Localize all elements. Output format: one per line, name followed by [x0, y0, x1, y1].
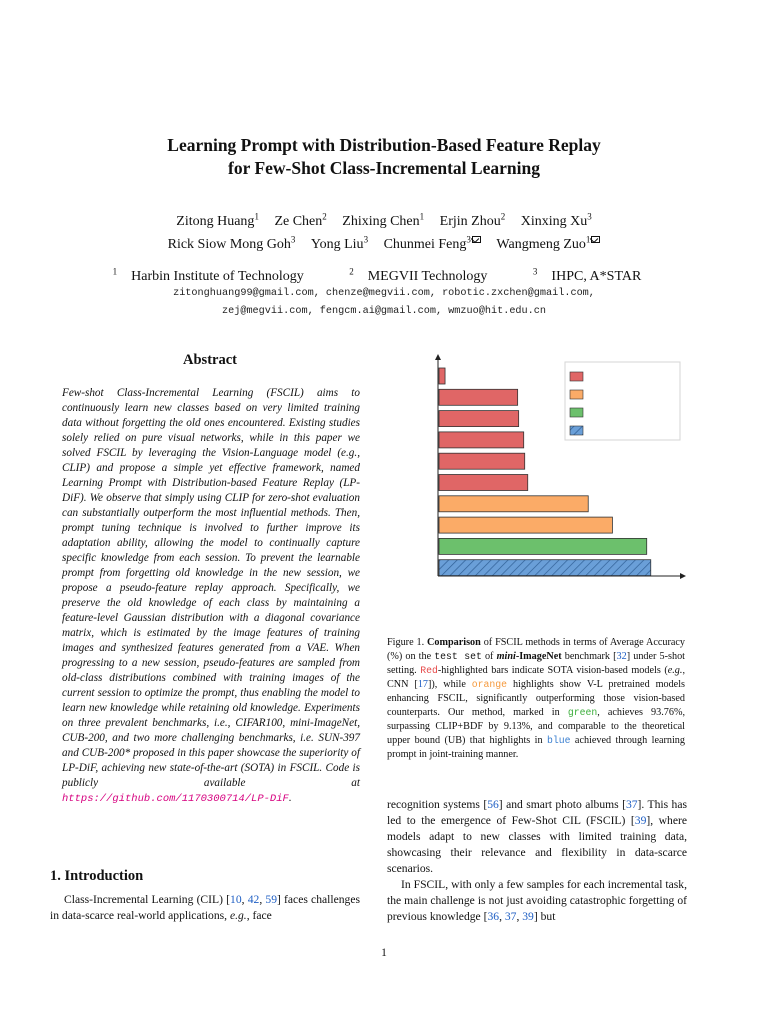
email-line-2: zej@megvii.com, fengcm.ai@gmail.com, wmzuo@hit.edu.cn — [221, 306, 546, 317]
bar-1 — [439, 368, 445, 384]
citation-link[interactable]: 10 — [230, 893, 242, 906]
figure-1-caption: Figure 1. Comparison of FSCIL methods in terms of Average Accuracy (%) on the test set of mini-ImageNet benchmark [32] under 5-shot setting. Red-highlighted bars indicate SOTA vision-based models (e.g., CNN [17]), while orange highlights show V-L pretrained models enhancing FSCIL, significantly outperforming those vision-based counterparts. Our method, marked in green, achieves 93.76%, surpassing CLIP+BDF by 9.13%, and comparable to the theoretical upper bound (UB) that highlights in blue achieved through learning prompt in joint-training manner. — [387, 637, 685, 760]
author: Zitong Huang$^1$ — [176, 211, 259, 229]
body-paragraph: recognition systems [56] and smart photo albums [37]. This has led to the emergence of Few-Shot CIL (FSCIL) [39], where models adapt to new classes with limited training data, showcasing their relevance and flexibility in data-scarce scenarios. — [387, 798, 687, 875]
author: Rick Siow Mong Goh$^3$ — [167, 234, 296, 253]
bar-2 — [439, 389, 518, 405]
affiliation-list — [0, 262, 768, 286]
author: Wangmeng Zuo$^1$ — [496, 237, 600, 252]
right-column-body — [387, 797, 687, 925]
code-link[interactable]: https://github.com/1170300714/LP-DiF — [62, 793, 289, 805]
x-axis-arrow-icon — [680, 573, 686, 579]
title-line-2: for Few-Shot Class-Incremental Learning — [228, 158, 540, 178]
paper-title — [0, 134, 768, 180]
citation-link[interactable]: 56 — [487, 798, 499, 811]
author-list — [0, 207, 768, 254]
bar-4 — [439, 432, 524, 448]
title-line-1: Learning Prompt with Distribution-Based Feature Replay — [167, 135, 601, 155]
bar-3 — [439, 411, 519, 427]
bar-9 — [439, 538, 647, 554]
abstract-text: Few-shot Class-Incremental Learning (FSCIL) aims to continuously learn new classes based on very limited training data without forgetting the old ones encountered. Existing studies solely relied on pure visual networks, while in this paper we solved FSCIL by leveraging the Vision-Language model (e.g., CLIP) and propose a simple yet effective framework, named Learning Prompt with Distribution-based Feature Replay (LP-DiF). We observe that simply using CLIP for zero-shot evaluation can substantially outperform the most influential methods. Then, prompt tuning technique is involved to further improve its adaptation ability, allowing the model to continually capture specific knowledge from each session. To prevent the learnable prompt from forgetting old knowledge in the new session, we propose a pseudo-feature replay approach. Specifically, we preserve the old knowledge of each class by maintaining a feature-level Gaussian distribution with a diagonal covariance matrix, which is estimated by the image features of training images and synthesized features generated from a VAE. When progressing to a new session, pseudo-features are sampled from old-class distributions combined with training images of the current session to optimize the prompt, thus enabling the model to learn new knowledge while retaining old knowledge. Experiments on three prevalent benchmarks, i.e., CIFAR100, mini-ImageNet, CUB-200, and two more challenging benchmarks, i.e. SUN-397 and CUB-200* proposed in this paper showcase the superiority of LP-DiF, achieving new state-of-the-art (SOTA) in FSCIL. Code is publicly available at — [62, 387, 360, 789]
body-paragraph: In FSCIL, with only a few samples for each incremental task, the main challenge is not just avoiding catastrophic forgetting of previous knowledge [36, 37, 39] but — [387, 878, 687, 923]
citation-link[interactable]: 42 — [247, 893, 260, 906]
author: Yong Liu$^3$ — [310, 234, 369, 253]
author: Zhixing Chen$^1$ — [342, 211, 425, 229]
bar-10 — [439, 560, 651, 576]
envelope-icon — [472, 236, 481, 243]
bar-8 — [439, 517, 612, 533]
page-number: 1 — [381, 947, 387, 959]
citation-link[interactable]: 36 — [487, 910, 500, 923]
citation-link[interactable]: 17 — [417, 679, 428, 690]
bar-7 — [439, 496, 588, 512]
author-row-1 — [0, 207, 768, 231]
legend-swatch-1 — [570, 372, 583, 381]
bar-5 — [439, 453, 525, 469]
figure-1-bar-chart — [425, 354, 687, 586]
legend-swatch-4 — [570, 426, 583, 435]
email-line-1: zitonghuang99@gmail.com, chenze@megvii.com, robotic.zxchen@gmail.com, — [173, 288, 595, 299]
affiliation: $^3$ IHPC, A*STAR — [532, 266, 642, 284]
citation-link[interactable]: 39 — [634, 814, 647, 827]
abstract-body: Few-shot Class-Incremental Learning (FSCIL) aims to continuously learn new classes based on very limited training data without forgetting the old ones encountered. Existing studies solely relied on pure visual networks, while in this paper we solved FSCIL by leveraging the Vision-Language model (e.g., CLIP) and propose a simple yet effective framework, named Learning Prompt with Distribution-based Feature Replay (LP-DiF). We observe that simply using CLIP for zero-shot evaluation can substantially outperform the most influential methods. Then, prompt tuning technique is involved to further improve its adaptation ability, allowing the model to continually capture specific knowledge from each session. To prevent the learnable prompt from forgetting old knowledge in the new session, we propose a pseudo-feature replay approach. Specifically, we preserve the old knowledge of each class by maintaining a feature-level Gaussian distribution with a diagonal covariance matrix, which is estimated by the image features of training images and synthesized features generated from a VAE. When progressing to a new session, pseudo-features are sampled from old-class distributions combined with training images of the current session to optimize the prompt, thus enabling the model to learn new knowledge while retaining old knowledge. Experiments on three prevalent benchmarks, i.e., CIFAR100, mini-ImageNet, CUB-200, and two more challenging benchmarks, i.e. SUN-397 and CUB-200* proposed in this paper showcase the superiority of LP-DiF, achieving new state-of-the-art (SOTA) in FSCIL. Code is publicly available at https://github.com/1170300714/LP-DiF. — [62, 387, 360, 805]
affiliation: $^2$ MEGVII Technology — [349, 266, 488, 284]
affiliation: $^1$ Harbin Institute of Technology — [112, 266, 304, 284]
citation-link[interactable]: 39 — [522, 910, 534, 923]
citation-link[interactable]: 37 — [625, 798, 638, 811]
chart-legend — [565, 362, 680, 440]
author-row-2 — [0, 231, 768, 255]
email-list — [0, 285, 768, 321]
abstract-heading: Abstract — [183, 352, 237, 368]
author: Xinxing Xu$^3$ — [520, 211, 592, 229]
legend-swatch-2 — [570, 390, 583, 399]
y-axis-arrow-icon — [435, 354, 441, 360]
citation-link[interactable]: 59 — [265, 893, 277, 906]
envelope-icon — [591, 236, 600, 243]
citation-link[interactable]: 37 — [504, 910, 517, 923]
section-heading-introduction: 1. Introduction — [50, 868, 144, 884]
author: Ze Chen$^2$ — [274, 211, 327, 229]
bar-6 — [439, 475, 528, 491]
intro-paragraph: Class-Incremental Learning (CIL) [10, 42, 59] faces challenges in data-scarce real-world applications, e.g., face — [50, 893, 360, 922]
citation-link[interactable]: 32 — [616, 651, 627, 662]
author: Erjin Zhou$^2$ — [439, 211, 506, 229]
author: Chunmei Feng$^3$ — [384, 237, 481, 252]
legend-swatch-3 — [570, 408, 583, 417]
